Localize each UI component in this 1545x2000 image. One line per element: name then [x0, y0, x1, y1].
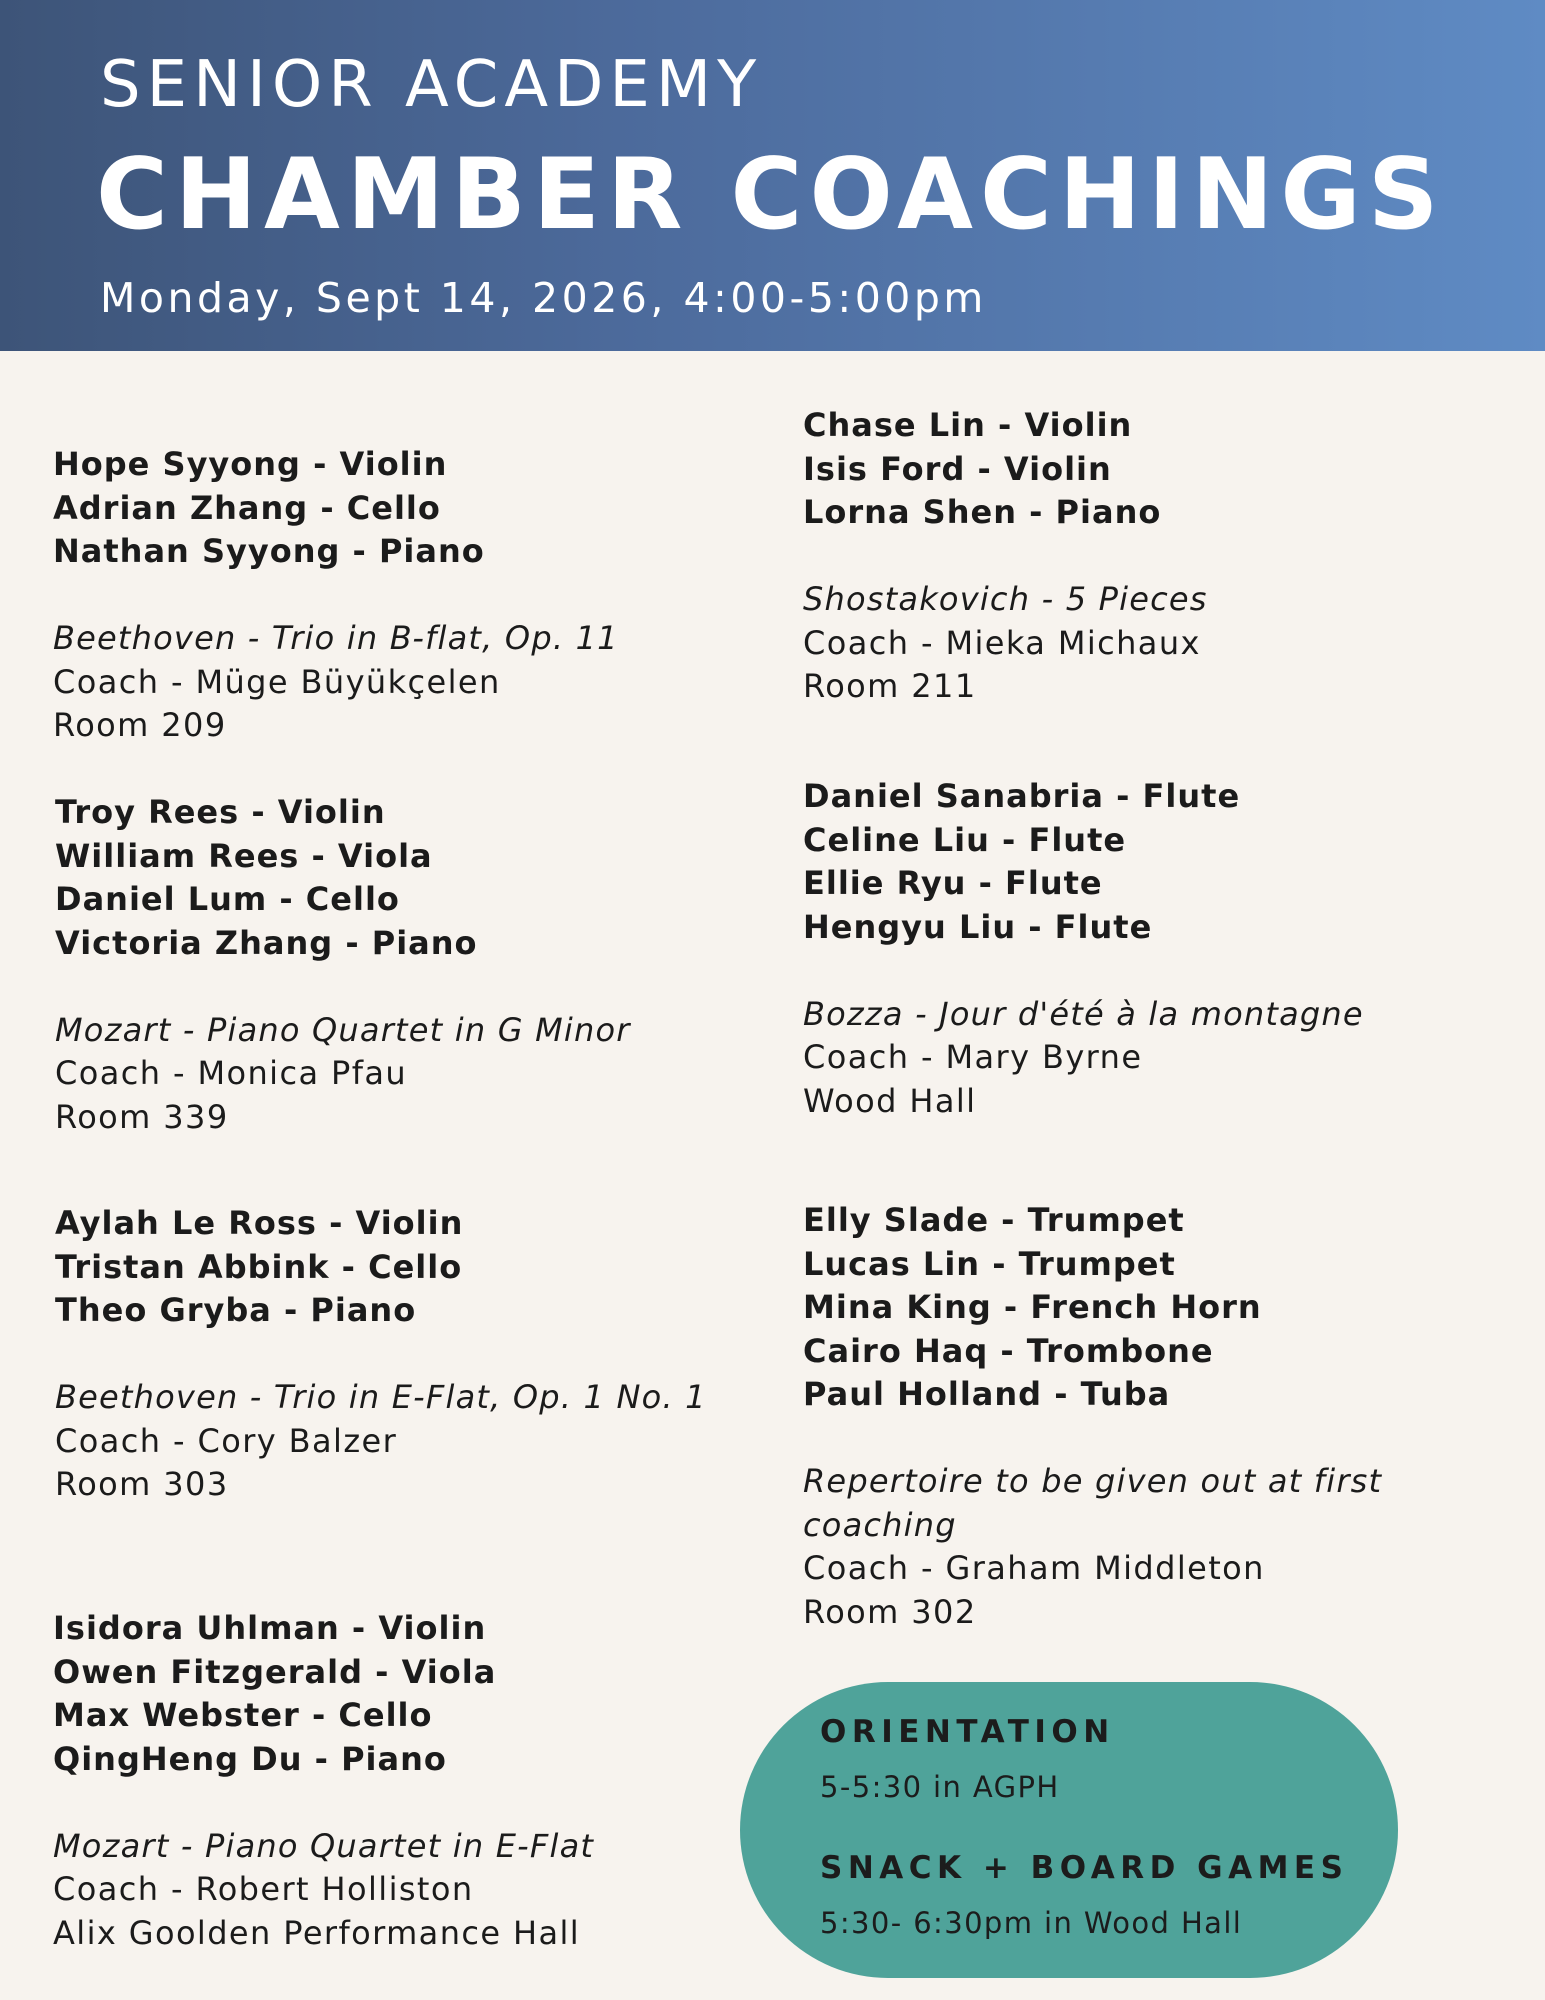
room: Room 302	[803, 1592, 977, 1631]
ensemble-member: Max Webster - Cello	[53, 1696, 433, 1734]
room: Wood Hall	[803, 1081, 977, 1120]
ensemble-member: Celine Liu - Flute	[803, 820, 1127, 859]
coach: Coach - Monica Pfau	[55, 1054, 408, 1092]
coach: Coach - Robert Holliston	[53, 1870, 474, 1908]
header-date: Monday, Sept 14, 2026, 4:00-5:00pm	[100, 274, 987, 322]
room: Alix Goolden Performance Hall	[53, 1913, 581, 1952]
ensemble-group	[55, 1202, 755, 1507]
repertoire: Mozart - Piano Quartet in E-Flat	[53, 1826, 595, 1865]
ensemble-member: Nathan Syyong - Piano	[53, 532, 485, 570]
ensemble-member: Hope Syyong - Violin	[53, 445, 448, 483]
room: Room 303	[55, 1465, 229, 1503]
coach: Coach - Mieka Michaux	[803, 623, 1201, 662]
ensemble-member: Paul Holland - Tuba	[803, 1375, 1171, 1413]
ensemble-member: Troy Rees - Violin	[55, 793, 386, 831]
repertoire: Beethoven - Trio in B-flat, Op. 11	[53, 619, 619, 657]
repertoire: Shostakovich - 5 Pieces	[803, 580, 1208, 618]
repertoire: Beethoven - Trio in E-Flat, Op. 1 No. 1	[55, 1378, 707, 1416]
ensemble-member: Isis Ford - Violin	[803, 449, 1112, 488]
ensemble-group	[53, 443, 753, 748]
ensemble-member: Ellie Ryu - Flute	[803, 864, 1103, 902]
ensemble-member: William Rees - Viola	[55, 836, 433, 875]
coach: Coach - Cory Balzer	[55, 1421, 398, 1460]
events-pill	[740, 1682, 1398, 1978]
ensemble-member: Aylah Le Ross - Violin	[55, 1204, 464, 1242]
ensemble-member: Lorna Shen - Piano	[803, 493, 1162, 531]
event-detail-snack: 5:30- 6:30pm in Wood Hall	[820, 1906, 1243, 1940]
ensemble-member: Adrian Zhang - Cello	[53, 488, 441, 527]
ensemble-member: Mina King - French Horn	[803, 1288, 1262, 1326]
ensemble-group	[803, 1199, 1403, 1634]
room: Room 209	[53, 706, 227, 744]
ensemble-group	[803, 404, 1503, 709]
page-title: CHAMBER COACHINGS	[96, 138, 1446, 252]
coach: Coach - Graham Middleton	[803, 1549, 1265, 1587]
ensemble-group	[55, 791, 755, 1139]
ensemble-member: Victoria Zhang - Piano	[55, 923, 478, 962]
repertoire: Mozart - Piano Quartet in G Minor	[55, 1010, 631, 1049]
header-banner	[0, 0, 1545, 351]
room: Room 339	[55, 1097, 229, 1136]
ensemble-group	[803, 775, 1503, 1123]
ensemble-member: Isidora Uhlman - Violin	[53, 1609, 487, 1647]
ensemble-member: Daniel Lum - Cello	[55, 880, 400, 918]
ensemble-member: Tristan Abbink - Cello	[55, 1247, 463, 1286]
ensemble-group	[53, 1607, 753, 1955]
ensemble-member: Hengyu Liu - Flute	[803, 907, 1153, 946]
ensemble-member: Lucas Lin - Trumpet	[803, 1244, 1176, 1283]
ensemble-member: Daniel Sanabria - Flute	[803, 777, 1241, 815]
ensemble-member: Owen Fitzgerald - Viola	[53, 1652, 497, 1691]
event-detail-orientation: 5-5:30 in AGPH	[820, 1770, 1060, 1804]
ensemble-member: Cairo Haq - Trombone	[803, 1331, 1214, 1370]
ensemble-member: Theo Gryba - Piano	[55, 1291, 417, 1329]
ensemble-member: QingHeng Du - Piano	[53, 1739, 447, 1778]
coach: Coach - Müge Büyükçelen	[53, 662, 501, 701]
room: Room 211	[803, 667, 977, 705]
event-title-snack: SNACK + BOARD GAMES	[820, 1850, 1349, 1886]
repertoire: Bozza - Jour d'été à la montagne	[803, 994, 1364, 1033]
ensemble-member: Elly Slade - Trumpet	[803, 1201, 1185, 1239]
repertoire: Repertoire to be given out at first coaching	[803, 1462, 1383, 1544]
header-eyebrow: SENIOR ACADEMY	[100, 48, 763, 122]
ensemble-member: Chase Lin - Violin	[803, 406, 1133, 444]
event-title-orientation: ORIENTATION	[820, 1714, 1115, 1750]
coach: Coach - Mary Byrne	[803, 1038, 1143, 1076]
